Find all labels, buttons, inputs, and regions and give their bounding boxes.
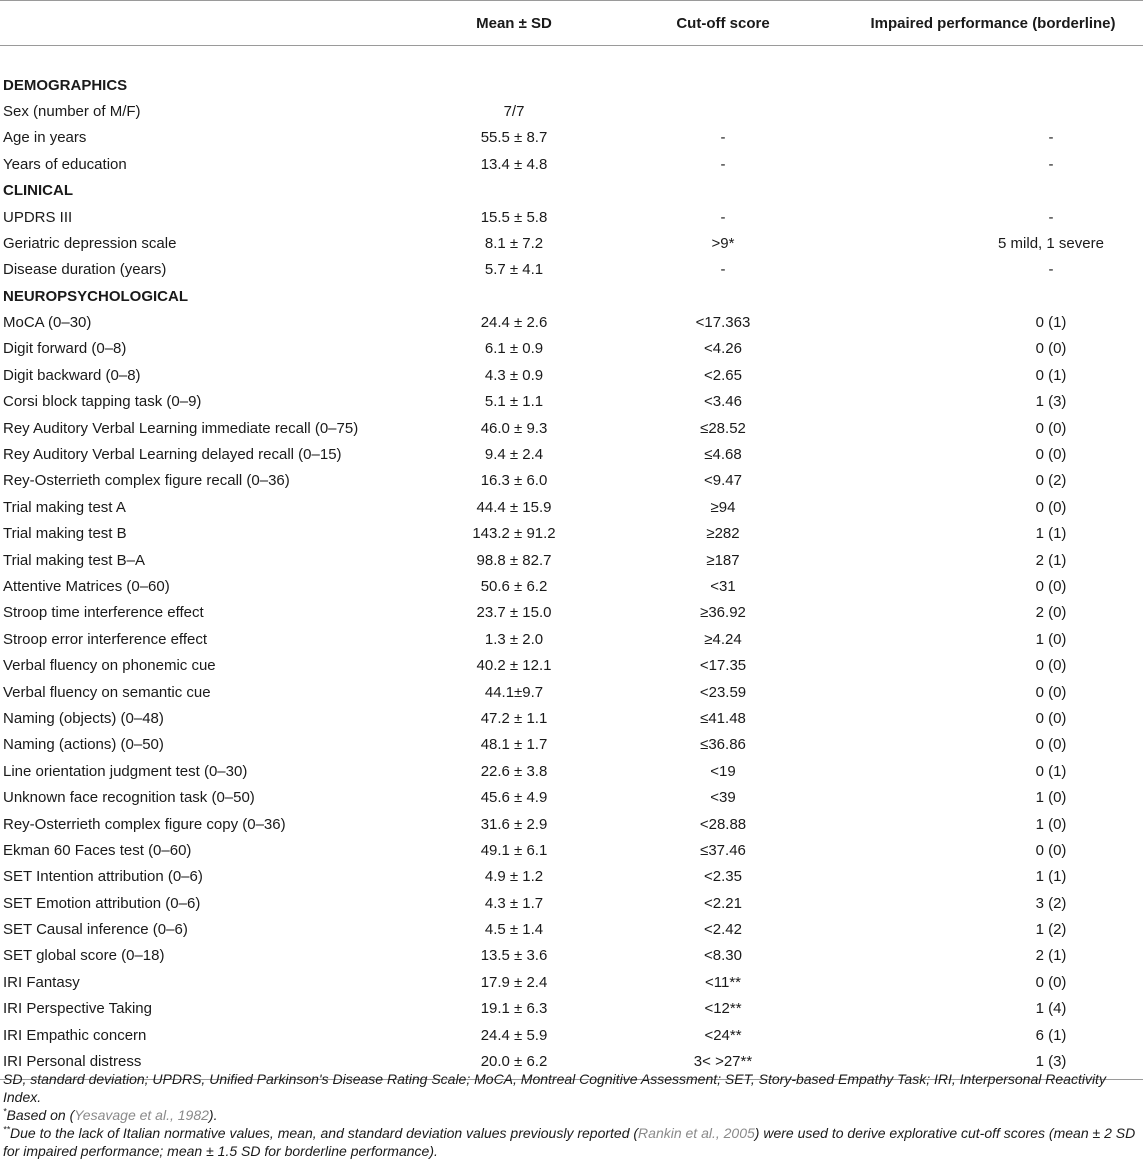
cell-cutoff: <19 bbox=[710, 762, 736, 780]
footnote-1-end: ). bbox=[208, 1107, 218, 1123]
cell-mean-sd: 47.2 ± 1.1 bbox=[480, 709, 548, 727]
table-row bbox=[0, 415, 1143, 441]
cell-mean-sd: 4.3 ± 0.9 bbox=[484, 366, 544, 384]
cell-mean-sd: 46.0 ± 9.3 bbox=[480, 419, 548, 437]
cell-impaired: 5 mild, 1 severe bbox=[998, 234, 1104, 252]
section-heading: CLINICAL bbox=[3, 182, 73, 200]
cell-mean-sd: 13.4 ± 4.8 bbox=[480, 155, 548, 173]
cell-impaired: 0 (0) bbox=[1035, 340, 1067, 358]
table-row bbox=[0, 758, 1143, 784]
cell-impaired: 0 (0) bbox=[1035, 841, 1067, 859]
cell-impaired: 0 (1) bbox=[1035, 314, 1067, 332]
cell-label: Verbal fluency on semantic cue bbox=[3, 683, 211, 701]
cell-mean-sd: 24.4 ± 5.9 bbox=[480, 1026, 548, 1044]
table-row bbox=[0, 916, 1143, 942]
table-row bbox=[0, 784, 1143, 810]
table-row bbox=[0, 890, 1143, 916]
header-cell-label bbox=[0, 1, 425, 46]
cell-mean-sd: 4.5 ± 1.4 bbox=[484, 921, 544, 939]
spacer-cell bbox=[0, 46, 1143, 72]
cell-cutoff: <17.363 bbox=[695, 314, 751, 332]
cell-label: IRI Perspective Taking bbox=[3, 1000, 152, 1018]
cell-mean-sd: 143.2 ± 91.2 bbox=[472, 525, 556, 543]
table-row bbox=[0, 309, 1143, 335]
cell-mean-sd: 8.1 ± 7.2 bbox=[484, 234, 544, 252]
table-row bbox=[0, 837, 1143, 863]
table-row bbox=[0, 573, 1143, 599]
table-row bbox=[0, 626, 1143, 652]
cell-cutoff: - bbox=[720, 261, 726, 279]
cell-impaired: 1 (0) bbox=[1035, 630, 1067, 648]
table-row bbox=[0, 125, 1143, 151]
footnote-2-text: Due to the lack of Italian normative values, mean, and standard deviation values previously reported ( bbox=[10, 1125, 639, 1141]
cell-mean-sd: 44.1±9.7 bbox=[484, 683, 544, 701]
header-cell-mean-sd: Mean ± SD bbox=[425, 1, 603, 46]
table-row bbox=[0, 468, 1143, 494]
cell-cutoff: <31 bbox=[710, 578, 736, 595]
cell-mean-sd: 20.0 ± 6.2 bbox=[480, 1053, 548, 1071]
cell-label: Geriatric depression scale bbox=[3, 234, 177, 252]
cell-label: Rey Auditory Verbal Learning immediate recall (0–75) bbox=[3, 419, 359, 437]
table-row bbox=[0, 1022, 1143, 1048]
cell-impaired: 1 (3) bbox=[1035, 1053, 1067, 1071]
cell-cutoff: - bbox=[720, 208, 726, 226]
cell-cutoff: ≤37.46 bbox=[700, 841, 746, 859]
table-row bbox=[0, 441, 1143, 467]
cell-cutoff: <4.26 bbox=[704, 340, 742, 358]
table-row bbox=[0, 204, 1143, 230]
cell-mean-sd: 16.3 ± 6.0 bbox=[480, 472, 548, 490]
section-heading-row bbox=[0, 283, 1143, 309]
table-header bbox=[0, 1, 1143, 46]
cell-impaired: - bbox=[1048, 208, 1054, 226]
cell-impaired: 1 (3) bbox=[1035, 393, 1067, 411]
cell-mean-sd: 4.9 ± 1.2 bbox=[484, 868, 544, 886]
table-row bbox=[0, 230, 1143, 256]
footnote-1-mark: * bbox=[3, 1106, 7, 1117]
cell-impaired: 1 (0) bbox=[1035, 815, 1067, 833]
cell-label: MoCA (0–30) bbox=[3, 314, 92, 332]
cell-label: Sex (number of M/F) bbox=[3, 102, 141, 120]
section-heading: DEMOGRAPHICS bbox=[3, 76, 128, 94]
footnote-1 bbox=[3, 1106, 1139, 1124]
cell-mean-sd: 48.1 ± 1.7 bbox=[480, 736, 548, 754]
cell-cutoff: <2.65 bbox=[704, 366, 742, 384]
cell-label: Rey-Osterrieth complex figure copy (0–36) bbox=[3, 815, 286, 833]
table-row bbox=[0, 494, 1143, 520]
cell-label: IRI Personal distress bbox=[3, 1053, 142, 1071]
footnote-1-text: Based on ( bbox=[6, 1107, 75, 1123]
cell-mean-sd: 7/7 bbox=[503, 102, 525, 120]
cell-impaired: 0 (0) bbox=[1035, 973, 1067, 991]
cell-label: Stroop error interference effect bbox=[3, 630, 207, 648]
cell-impaired: 0 (0) bbox=[1035, 709, 1067, 727]
cell-mean-sd: 44.4 ± 15.9 bbox=[476, 498, 552, 516]
cell-mean-sd: 6.1 ± 0.9 bbox=[484, 340, 544, 358]
table-row bbox=[0, 98, 1143, 124]
cell-cutoff: ≥4.24 bbox=[704, 630, 742, 648]
cell-mean-sd: 19.1 ± 6.3 bbox=[480, 1000, 548, 1018]
section-heading-row bbox=[0, 177, 1143, 203]
table-row bbox=[0, 811, 1143, 837]
cell-cutoff: ≥36.92 bbox=[700, 604, 746, 622]
table-row bbox=[0, 679, 1143, 705]
cell-cutoff: <2.35 bbox=[704, 868, 742, 886]
cell-mean-sd: 23.7 ± 15.0 bbox=[476, 604, 552, 622]
cell-impaired: 0 (0) bbox=[1035, 683, 1067, 701]
cell-cutoff: ≥94 bbox=[710, 498, 736, 516]
cell-cutoff: <28.88 bbox=[699, 815, 747, 833]
cell-mean-sd: 31.6 ± 2.9 bbox=[480, 815, 548, 833]
cell-cutoff: ≤36.86 bbox=[700, 736, 746, 754]
cell-impaired: 0 (0) bbox=[1035, 419, 1067, 437]
table-row bbox=[0, 996, 1143, 1022]
cell-label: Line orientation judgment test (0–30) bbox=[3, 762, 248, 780]
cell-label: Ekman 60 Faces test (0–60) bbox=[3, 841, 192, 859]
table-row bbox=[0, 600, 1143, 626]
footnote-1-reference-link[interactable]: Yesavage et al., 1982 bbox=[74, 1107, 209, 1123]
table-row bbox=[0, 652, 1143, 678]
cell-impaired: 0 (0) bbox=[1035, 498, 1067, 516]
cell-cutoff: <2.42 bbox=[704, 921, 742, 939]
cell-label: Verbal fluency on phonemic cue bbox=[3, 657, 216, 675]
cell-label: Trial making test B bbox=[3, 525, 127, 543]
cell-mean-sd: 24.4 ± 2.6 bbox=[480, 314, 548, 332]
cell-cutoff: ≤28.52 bbox=[700, 419, 746, 437]
cell-impaired: 0 (0) bbox=[1035, 657, 1067, 675]
footnote-2-reference-link[interactable]: Rankin et al., 2005 bbox=[638, 1125, 755, 1141]
cell-label: Unknown face recognition task (0–50) bbox=[3, 789, 255, 807]
cell-mean-sd: 5.1 ± 1.1 bbox=[484, 393, 544, 411]
footnote-2-end: ) were used to derive explorative cut-off scores (mean ± 2 SD for impaired performance; mean ± 1.5 SD for borderline performance). bbox=[3, 1125, 1136, 1159]
header-cell-impaired: Impaired performance (borderline) bbox=[843, 1, 1143, 46]
cell-impaired: 0 (1) bbox=[1035, 762, 1067, 780]
table-footnotes bbox=[3, 1070, 1139, 1160]
cell-label: SET global score (0–18) bbox=[3, 947, 165, 965]
cell-cutoff: <3.46 bbox=[704, 393, 742, 411]
cell-impaired: 2 (1) bbox=[1035, 551, 1067, 569]
table-row bbox=[0, 969, 1143, 995]
section-heading-row bbox=[0, 72, 1143, 98]
cell-mean-sd: 22.6 ± 3.8 bbox=[480, 762, 548, 780]
cell-cutoff: <12** bbox=[704, 1000, 742, 1018]
cell-cutoff: <24** bbox=[704, 1026, 742, 1044]
cell-cutoff: 3< >27** bbox=[693, 1053, 753, 1071]
cell-label: Disease duration (years) bbox=[3, 261, 167, 279]
cell-impaired: 6 (1) bbox=[1035, 1026, 1067, 1044]
cell-cutoff: <11** bbox=[704, 973, 741, 991]
cell-impaired: - bbox=[1048, 261, 1054, 279]
cell-label: SET Intention attribution (0–6) bbox=[3, 868, 203, 886]
cell-cutoff bbox=[603, 98, 843, 124]
table-row bbox=[0, 705, 1143, 731]
cell-cutoff: ≤41.48 bbox=[700, 709, 746, 727]
cell-impaired: 0 (0) bbox=[1035, 578, 1067, 595]
cell-mean-sd: 15.5 ± 5.8 bbox=[480, 208, 548, 226]
footnote-2 bbox=[3, 1124, 1139, 1160]
cell-impaired: 1 (2) bbox=[1035, 921, 1067, 939]
cell-label: Age in years bbox=[3, 129, 87, 147]
cell-label: Naming (objects) (0–48) bbox=[3, 709, 164, 727]
cell-cutoff: <9.47 bbox=[704, 472, 742, 490]
cell-impaired: 2 (0) bbox=[1035, 604, 1067, 622]
cell-impaired: 1 (4) bbox=[1035, 1000, 1067, 1018]
cell-label: Naming (actions) (0–50) bbox=[3, 736, 164, 754]
table-row bbox=[0, 547, 1143, 573]
cell-cutoff: ≤4.68 bbox=[704, 446, 742, 464]
cell-mean-sd: 49.1 ± 6.1 bbox=[480, 841, 548, 859]
cell-cutoff: <8.30 bbox=[704, 947, 742, 965]
cell-mean-sd: 40.2 ± 12.1 bbox=[476, 657, 552, 675]
cell-label: Stroop time interference effect bbox=[3, 604, 204, 622]
cell-label: Rey-Osterrieth complex figure recall (0–36) bbox=[3, 472, 290, 490]
cell-cutoff: - bbox=[720, 155, 726, 173]
cell-label: IRI Empathic concern bbox=[3, 1026, 147, 1044]
cell-label: Trial making test B–A bbox=[3, 551, 145, 569]
cell-label: SET Emotion attribution (0–6) bbox=[3, 894, 201, 912]
footnote-abbreviations: SD, standard deviation; UPDRS, Unified Parkinson's Disease Rating Scale; MoCA, Montreal Cognitive Assessment; SET, Story-based Empathy Task; IRI, Interpersonal Reactivity Index. bbox=[3, 1071, 1106, 1105]
cell-label: UPDRS III bbox=[3, 208, 73, 226]
header-cell-cutoff: Cut-off score bbox=[603, 1, 843, 46]
cell-cutoff: <39 bbox=[710, 789, 736, 807]
cell-impaired: 1 (0) bbox=[1035, 789, 1067, 807]
cell-impaired: 0 (1) bbox=[1035, 366, 1067, 384]
cell-label: Attentive Matrices (0–60) bbox=[3, 578, 170, 595]
cell-label: Rey Auditory Verbal Learning delayed recall (0–15) bbox=[3, 446, 342, 464]
cell-impaired: 0 (2) bbox=[1035, 472, 1067, 490]
cell-label: Trial making test A bbox=[3, 498, 126, 516]
table-row bbox=[0, 151, 1143, 177]
table-row bbox=[0, 521, 1143, 547]
cell-mean-sd: 50.6 ± 6.2 bbox=[480, 578, 548, 595]
cell-cutoff: <17.35 bbox=[699, 657, 747, 675]
table-body bbox=[0, 46, 1143, 1075]
cell-cutoff: - bbox=[720, 129, 726, 147]
cell-mean-sd: 1.3 ± 2.0 bbox=[484, 630, 544, 648]
footnote-2-mark: ** bbox=[3, 1124, 11, 1135]
cell-mean-sd: 13.5 ± 3.6 bbox=[480, 947, 548, 965]
cell-label: Digit backward (0–8) bbox=[3, 366, 141, 384]
spacer-row bbox=[0, 46, 1143, 72]
cell-label: SET Causal inference (0–6) bbox=[3, 921, 188, 939]
cell-impaired: - bbox=[1048, 129, 1054, 147]
cell-cutoff: <2.21 bbox=[704, 894, 742, 912]
cell-label: Corsi block tapping task (0–9) bbox=[3, 393, 202, 411]
cell-impaired: 1 (1) bbox=[1035, 868, 1067, 886]
cell-mean-sd: 55.5 ± 8.7 bbox=[480, 129, 548, 147]
table-row bbox=[0, 943, 1143, 969]
cell-impaired: 1 (1) bbox=[1035, 525, 1067, 543]
cell-mean-sd: 9.4 ± 2.4 bbox=[484, 446, 544, 464]
table-row bbox=[0, 389, 1143, 415]
cell-cutoff: <23.59 bbox=[699, 683, 747, 701]
cell-cutoff: ≥282 bbox=[706, 525, 740, 543]
cell-mean-sd: 17.9 ± 2.4 bbox=[480, 973, 548, 991]
table-row bbox=[0, 336, 1143, 362]
cell-label: IRI Fantasy bbox=[3, 973, 80, 991]
section-heading: NEUROPSYCHOLOGICAL bbox=[3, 287, 189, 305]
cell-impaired: 0 (0) bbox=[1035, 446, 1067, 464]
table-row bbox=[0, 864, 1143, 890]
cell-mean-sd: 5.7 ± 4.1 bbox=[484, 261, 544, 279]
table-row bbox=[0, 362, 1143, 388]
cell-mean-sd: 45.6 ± 4.9 bbox=[480, 789, 548, 807]
cell-impaired: 0 (0) bbox=[1035, 736, 1067, 754]
table-row bbox=[0, 257, 1143, 283]
cell-label: Digit forward (0–8) bbox=[3, 340, 127, 358]
cell-impaired: 3 (2) bbox=[1035, 894, 1067, 912]
cell-cutoff: >9* bbox=[711, 234, 735, 252]
cell-impaired: - bbox=[1048, 155, 1054, 173]
cell-impaired: 2 (1) bbox=[1035, 947, 1067, 965]
cell-mean-sd: 98.8 ± 82.7 bbox=[476, 551, 552, 569]
cell-cutoff: ≥187 bbox=[706, 551, 740, 569]
table-row bbox=[0, 732, 1143, 758]
cell-mean-sd: 4.3 ± 1.7 bbox=[484, 894, 544, 912]
cell-impaired bbox=[843, 98, 1143, 124]
cell-label: Years of education bbox=[3, 155, 127, 173]
